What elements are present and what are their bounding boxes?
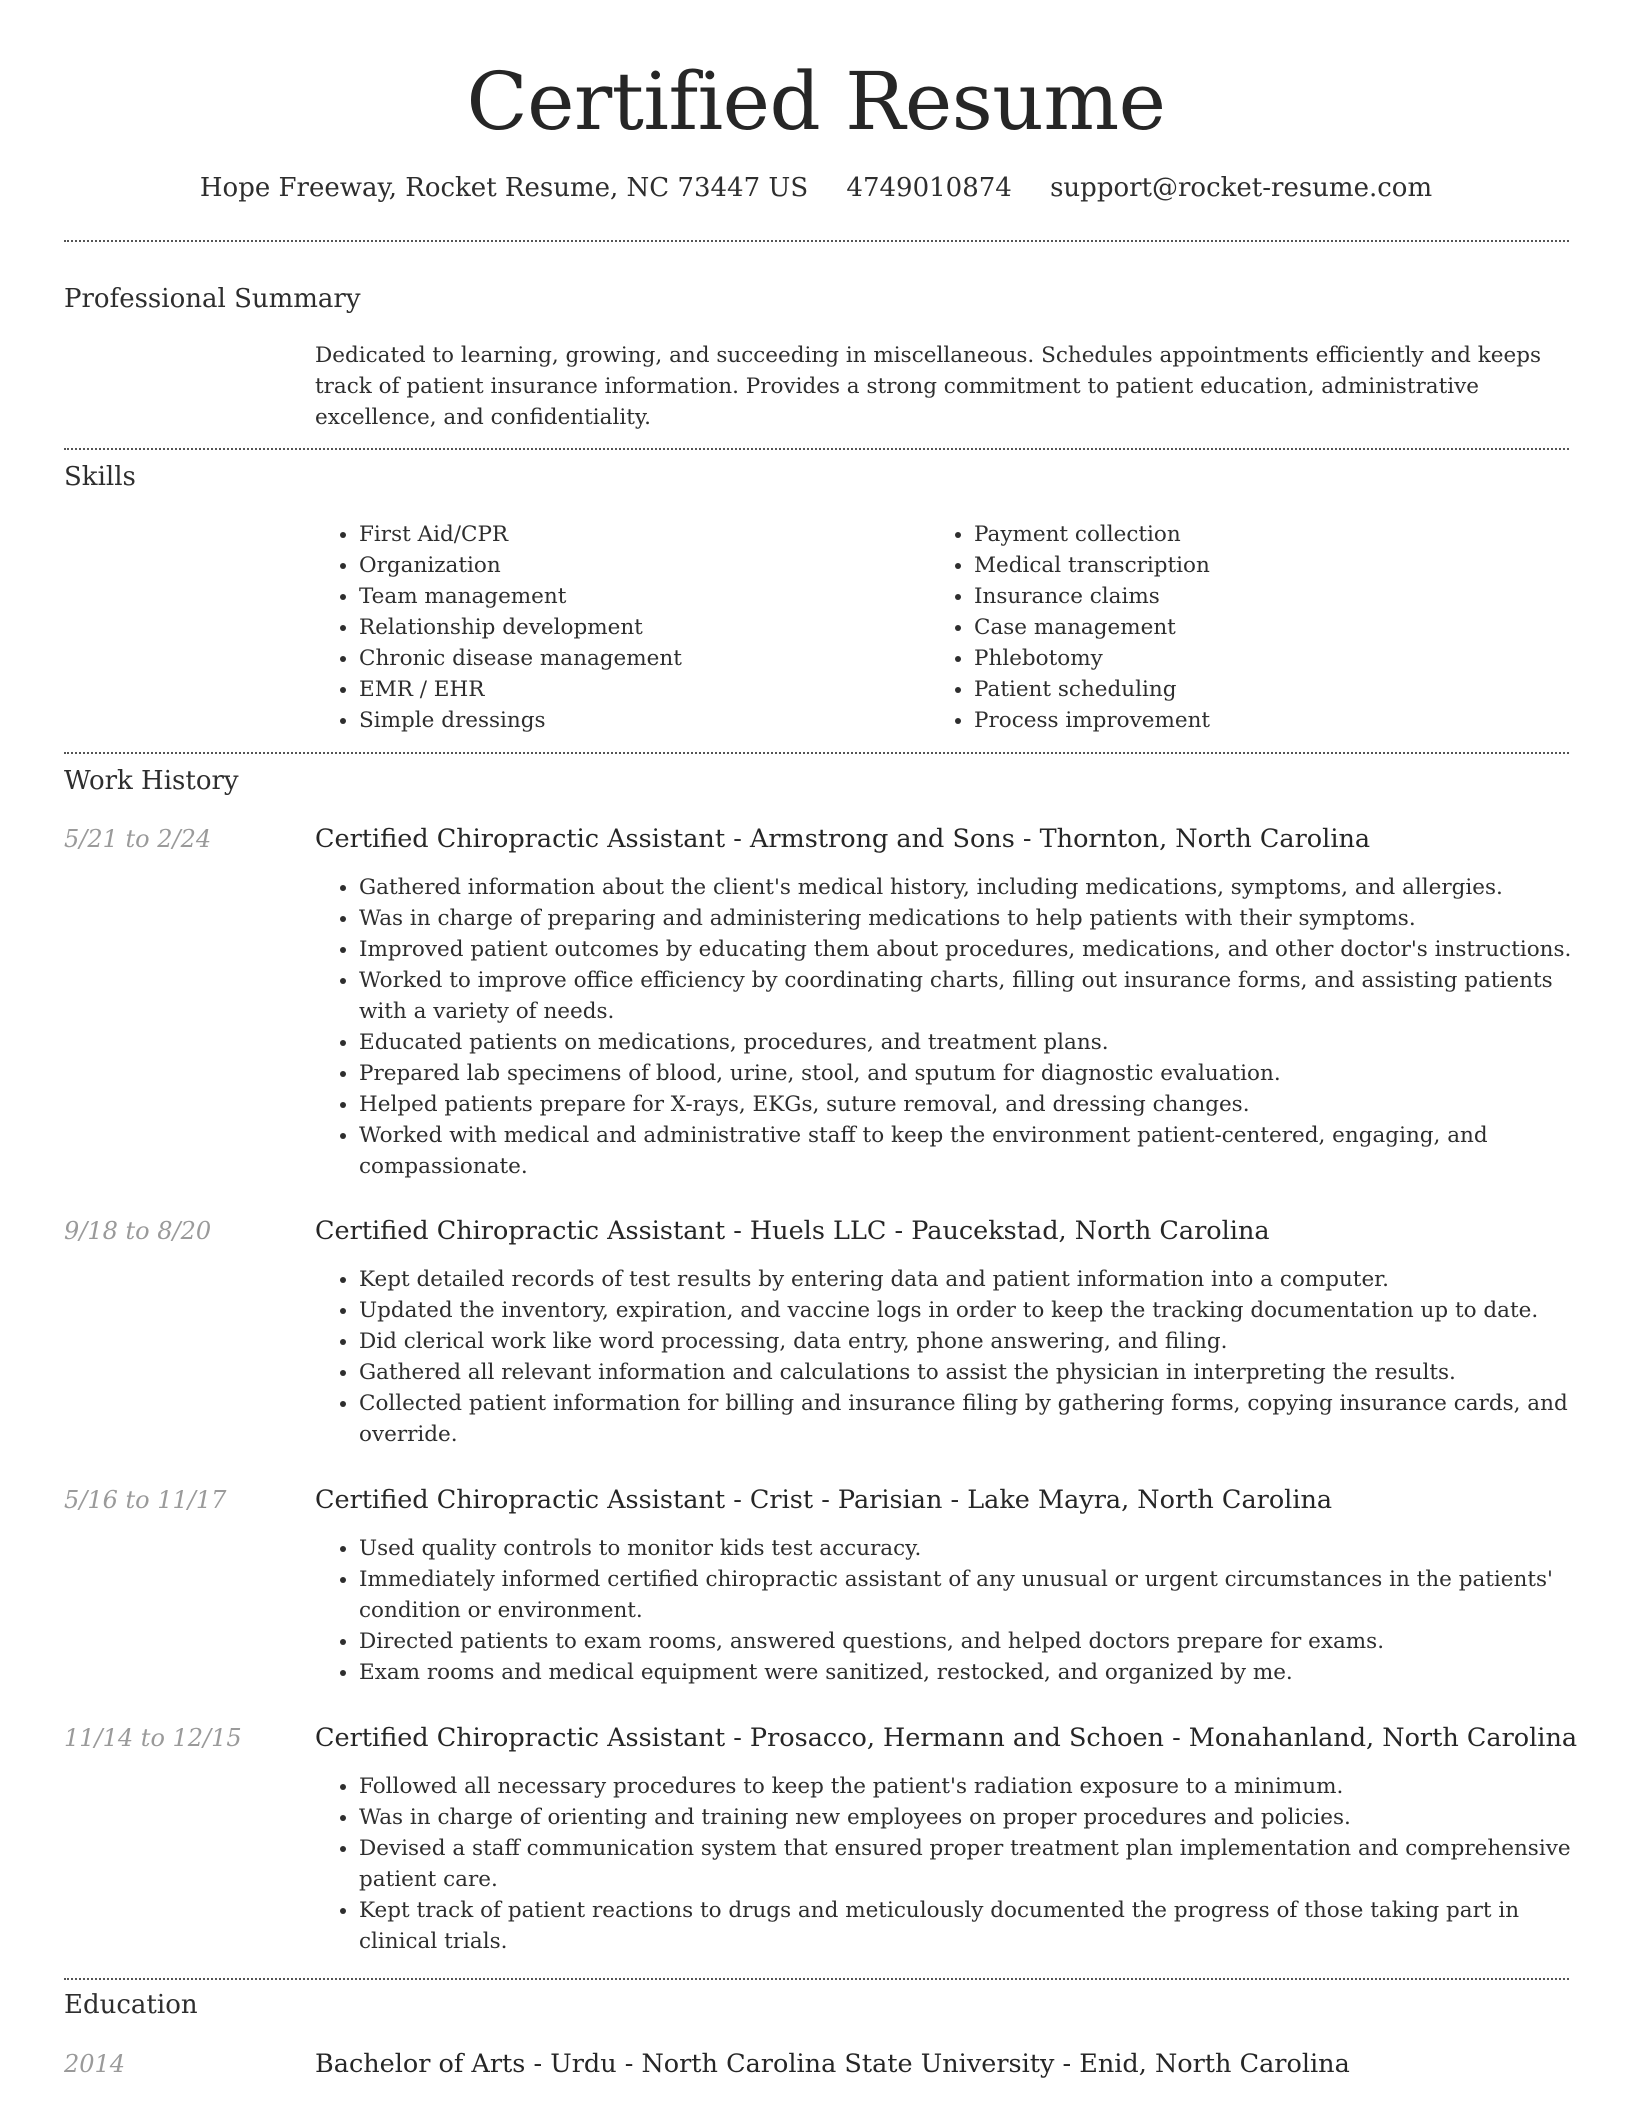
skill-item: • Medical transcription xyxy=(974,550,1490,581)
job-duties xyxy=(315,1771,1575,1957)
duty-item: • Devised a staff communication system that ensured proper treatment plan implementation and comprehensive patient care. xyxy=(359,1833,1575,1895)
skills-column-right xyxy=(930,519,1490,736)
skill-item: • Phlebotomy xyxy=(974,643,1490,674)
education-heading: Education xyxy=(64,1990,198,2020)
summary-heading: Professional Summary xyxy=(64,284,361,314)
contact-address: Hope Freeway, Rocket Resume, NC 73447 US xyxy=(199,173,809,203)
duty-item: • Helped patients prepare for X-rays, EKGs, suture removal, and dressing changes. xyxy=(359,1089,1575,1120)
job-heading: Certified Chiropractic Assistant - Huels LLC - Paucekstad, North Carolina xyxy=(315,1216,1270,1246)
duty-item: • Was in charge of orienting and training new employees on proper procedures and policies. xyxy=(359,1802,1575,1833)
duty-item: • Worked with medical and administrative staff to keep the environment patient-centered, engaging, and compassionate. xyxy=(359,1120,1575,1182)
skill-item: • Insurance claims xyxy=(974,581,1490,612)
contact-phone: 4749010874 xyxy=(846,173,1012,203)
duty-item: • Collected patient information for billing and insurance filing by gathering forms, copying insurance cards, and override. xyxy=(359,1388,1575,1450)
duty-item: • Kept detailed records of test results by entering data and patient information into a computer. xyxy=(359,1264,1575,1295)
job-duties xyxy=(315,1533,1575,1688)
duty-item: • Improved patient outcomes by educating them about procedures, medications, and other doctor's instructions. xyxy=(359,934,1575,965)
skill-item: • Case management xyxy=(974,612,1490,643)
job-dates: 9/18 to 8/20 xyxy=(64,1217,212,1245)
duty-item: • Gathered information about the client's medical history, including medications, symptoms, and allergies. xyxy=(359,872,1575,903)
job-heading: Certified Chiropractic Assistant - Crist - Parisian - Lake Mayra, North Carolina xyxy=(315,1485,1333,1515)
skill-item: • First Aid/CPR xyxy=(359,519,875,550)
skill-item: • Process improvement xyxy=(974,705,1490,736)
job-heading: Certified Chiropractic Assistant - Armstrong and Sons - Thornton, North Carolina xyxy=(315,824,1371,854)
job-dates: 11/14 to 12/15 xyxy=(64,1724,242,1752)
section-divider xyxy=(64,1978,1569,1980)
skill-item: • Patient scheduling xyxy=(974,674,1490,705)
duty-item: • Updated the inventory, expiration, and vaccine logs in order to keep the tracking documentation up to date. xyxy=(359,1295,1575,1326)
duty-item: • Immediately informed certified chiropractic assistant of any unusual or urgent circumstances in the patients' condition or environment. xyxy=(359,1564,1575,1626)
job-duties xyxy=(315,1264,1575,1450)
duty-item: • Was in charge of preparing and administering medications to help patients with their symptoms. xyxy=(359,903,1575,934)
job-dates: 5/21 to 2/24 xyxy=(64,825,212,853)
section-divider xyxy=(64,448,1569,450)
skill-item: • Relationship development xyxy=(359,612,875,643)
education-year: 2014 xyxy=(64,2050,126,2078)
skills-column-left xyxy=(315,519,875,736)
section-divider xyxy=(64,240,1569,242)
duty-item: • Educated patients on medications, procedures, and treatment plans. xyxy=(359,1027,1575,1058)
skills-heading: Skills xyxy=(64,462,136,492)
work-history-heading: Work History xyxy=(64,766,239,796)
job-duties xyxy=(315,872,1575,1182)
contact-line xyxy=(0,170,1632,206)
duty-item: • Did clerical work like word processing, data entry, phone answering, and filing. xyxy=(359,1326,1575,1357)
job-dates: 5/16 to 11/17 xyxy=(64,1486,227,1514)
duty-item: • Prepared lab specimens of blood, urine, stool, and sputum for diagnostic evaluation. xyxy=(359,1058,1575,1089)
skill-item: • Simple dressings xyxy=(359,705,875,736)
resume-name: Certified Resume xyxy=(466,55,1166,148)
duty-item: • Gathered all relevant information and calculations to assist the physician in interpreting the results. xyxy=(359,1357,1575,1388)
duty-item: • Used quality controls to monitor kids test accuracy. xyxy=(359,1533,1575,1564)
duty-item: • Worked to improve office efficiency by coordinating charts, filling out insurance forms, and assisting patients with a variety of needs. xyxy=(359,965,1575,1027)
duty-item: • Kept track of patient reactions to drugs and meticulously documented the progress of those taking part in clinical trials. xyxy=(359,1895,1575,1957)
summary-text: Dedicated to learning, growing, and succeeding in miscellaneous. Schedules appointments efficiently and keeps track of patient insurance information. Provides a strong commitment to patient education, administrative excellence, and confidentiality. xyxy=(315,343,1542,430)
skill-item: • Payment collection xyxy=(974,519,1490,550)
skill-item: • Chronic disease management xyxy=(359,643,875,674)
education-heading-line: Bachelor of Arts - Urdu - North Carolina State University - Enid, North Carolina xyxy=(315,2049,1350,2079)
contact-email: support@rocket-resume.com xyxy=(1050,173,1433,203)
duty-item: • Followed all necessary procedures to keep the patient's radiation exposure to a minimum. xyxy=(359,1771,1575,1802)
duty-item: • Directed patients to exam rooms, answered questions, and helped doctors prepare for exams. xyxy=(359,1626,1575,1657)
skill-item: • Organization xyxy=(359,550,875,581)
skill-item: • EMR / EHR xyxy=(359,674,875,705)
section-divider xyxy=(64,752,1569,754)
duty-item: • Exam rooms and medical equipment were sanitized, restocked, and organized by me. xyxy=(359,1657,1575,1688)
job-heading: Certified Chiropractic Assistant - Prosacco, Hermann and Schoen - Monahanland, North Carolina xyxy=(315,1723,1578,1753)
skill-item: • Team management xyxy=(359,581,875,612)
